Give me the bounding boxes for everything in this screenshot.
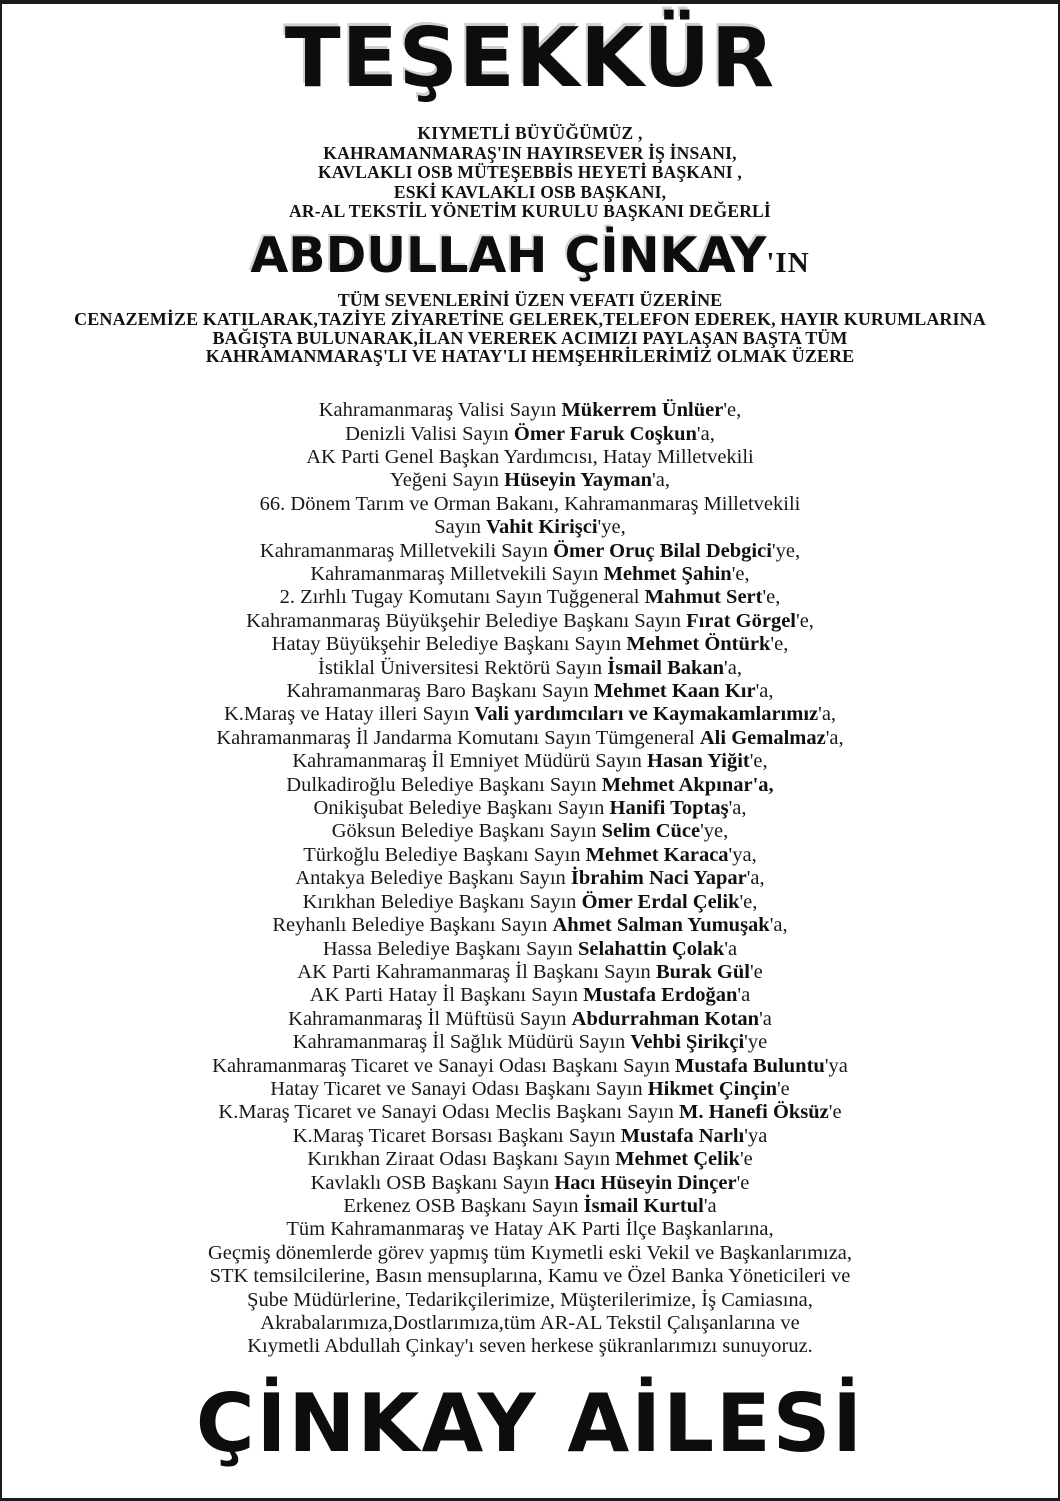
- condolence-line: KAHRAMANMARAŞ'LI VE HATAY'LI HEMŞEHRİLERİMİZ OLMAK ÜZERE: [205, 346, 855, 367]
- thanks-item-suffix: 'e,: [723, 399, 742, 422]
- thanks-list-item: [2, 891, 1058, 914]
- thanks-item-prefix: Kıymetli Abdullah Çinkay'ı seven herkese şükranlarımızı sunuyoruz.: [247, 1335, 813, 1358]
- thanks-item-prefix: Kırıkhan Belediye Başkanı Sayın: [302, 890, 582, 913]
- thanks-item-prefix: Dulkadiroğlu Belediye Başkanı Sayın: [286, 773, 602, 796]
- thanks-list-item: [2, 1265, 1058, 1288]
- deceased-name-line: [2, 226, 1058, 284]
- thanks-item-prefix: Kahramanmaraş İl Jandarma Komutanı Sayın Tümgeneral: [216, 726, 700, 749]
- thanks-item-prefix: K.Maraş ve Hatay illeri Sayın: [223, 703, 475, 726]
- thanks-item-name: Burak Gül: [655, 960, 750, 983]
- thanks-list-item: [2, 446, 1058, 469]
- thanks-item-suffix: 'a,: [652, 469, 670, 492]
- thanks-item-suffix: 'a: [703, 1194, 717, 1217]
- thanks-item-prefix: K.Maraş Ticaret Borsası Başkanı Sayın: [292, 1124, 621, 1147]
- thanks-list-item: [2, 1148, 1058, 1171]
- thanks-item-name: Hacı Hüseyin Dinçer: [554, 1171, 737, 1194]
- intro-line: KIYMETLİ BÜYÜĞÜMÜZ ,: [417, 123, 643, 143]
- condolence-line: BAĞIŞTA BULUNARAK,İLAN VEREREK ACIMIZI PAYLAŞAN BAŞTA TÜM: [212, 327, 848, 348]
- thanks-list-item: [2, 844, 1058, 867]
- thanks-item-prefix: Kahramanmaraş Valisi Sayın: [318, 399, 562, 422]
- thanks-item-name: Vali yardımcıları ve Kaymakamlarımız: [474, 703, 819, 726]
- thanks-item-prefix: Erkenez OSB Başkanı Sayın: [343, 1194, 584, 1217]
- thanks-item-name: Mehmet Çelik: [615, 1148, 740, 1171]
- thanks-item-suffix: 'a: [724, 937, 738, 960]
- thanks-item-prefix: Kahramanmaraş Ticaret ve Sanayi Odası Başkanı Sayın: [212, 1054, 675, 1077]
- thanks-list-item: [2, 774, 1058, 797]
- thanks-item-suffix: 'a,: [825, 726, 844, 749]
- thanks-item-prefix: Göksun Belediye Başkanı Sayın: [331, 820, 602, 843]
- thanks-item-name: Mustafa Buluntu: [675, 1054, 825, 1077]
- thanks-item-name: Hasan Yiğit: [647, 750, 750, 773]
- thanks-item-prefix: Hatay Büyükşehir Belediye Başkanı Sayın: [271, 633, 627, 656]
- thanks-item-name: Mahmut Sert: [644, 586, 763, 609]
- thanks-item-name: Hüseyin Yayman: [504, 469, 653, 492]
- thanks-item-prefix: İstiklal Üniversitesi Rektörü Sayın: [318, 656, 608, 679]
- thanks-item-prefix: Antakya Belediye Başkanı Sayın: [295, 867, 571, 890]
- thanks-item-suffix: 'e,: [770, 633, 789, 656]
- thanks-list-item: [2, 493, 1058, 516]
- thanks-list-item: [2, 727, 1058, 750]
- thanks-list-item: [2, 399, 1058, 422]
- thanks-item-prefix: STK temsilcilerine, Basın mensuplarına, Kamu ve Özel Banka Yöneticileri ve: [209, 1265, 851, 1288]
- thanks-item-name: Vehbi Şirikçi: [630, 1031, 745, 1054]
- thanks-item-name: Mehmet Karaca: [585, 843, 729, 866]
- thanks-list-item: [2, 610, 1058, 633]
- thanks-list-item: [2, 633, 1058, 656]
- thanks-list-item: [2, 1218, 1058, 1241]
- thanks-item-prefix: Geçmiş dönemlerde görev yapmış tüm Kıymetli eski Vekil ve Başkanlarımıza,: [207, 1241, 853, 1264]
- thanks-item-suffix: 'ye: [744, 1031, 768, 1054]
- thanks-item-prefix: Kahramanmaraş Baro Başkanı Sayın: [286, 680, 594, 703]
- thanks-list-item: [2, 1031, 1058, 1054]
- thanks-item-name: Ahmet Salman Yumuşak: [552, 914, 770, 937]
- thanks-list-item: [2, 1312, 1058, 1335]
- thanks-list-item: [2, 469, 1058, 492]
- thanks-item-suffix: 'a,: [755, 680, 774, 703]
- thanks-list-item: [2, 680, 1058, 703]
- thanks-item-suffix: 'a,: [724, 656, 742, 679]
- intro-line: ESKİ KAVLAKLI OSB BAŞKANI,: [393, 181, 667, 202]
- thanks-item-prefix: Tüm Kahramanmaraş ve Hatay AK Parti İlçe Başkanlarına,: [286, 1218, 774, 1241]
- thanks-item-suffix: 'a,: [818, 703, 837, 726]
- thanks-list-item: [2, 797, 1058, 820]
- thanks-item-name: Mehmet Kaan Kır: [593, 680, 756, 703]
- thanks-list-item: [2, 1125, 1058, 1148]
- condolence-line: TÜM SEVENLERİNİ ÜZEN VEFATI ÜZERİNE: [337, 289, 723, 310]
- thanks-item-prefix: Kavlaklı OSB Başkanı Sayın: [310, 1171, 555, 1194]
- intro-line: KAHRAMANMARAŞ'IN HAYIRSEVER İŞ İNSANI,: [323, 142, 737, 163]
- thanks-item-name: Fırat Görgel: [686, 609, 796, 632]
- thanks-item-suffix: 'ya: [744, 1124, 768, 1147]
- thanks-item-name: Mehmet Şahin: [603, 563, 732, 585]
- thanks-item-prefix: Kahramanmaraş İl Emniyet Müdürü Sayın: [292, 750, 648, 773]
- thanks-item-name: İsmail Bakan: [607, 656, 725, 679]
- thanks-item-prefix: 66. Dönem Tarım ve Orman Bakanı, Kahramanmaraş Milletvekili: [259, 492, 801, 515]
- thanks-list-item: [2, 1008, 1058, 1031]
- thanks-list-item: [2, 703, 1058, 726]
- thanks-item-name: Selahattin Çolak: [577, 937, 725, 960]
- thanks-item-prefix: Hatay Ticaret ve Sanayi Odası Başkanı Sayın: [270, 1077, 648, 1100]
- thanks-item-suffix: 'e,: [762, 586, 781, 609]
- thanks-item-name: Hikmet Çinçin: [647, 1077, 777, 1100]
- intro-line: AR-AL TEKSTİL YÖNETİM KURULU BAŞKANI DEĞERLİ: [289, 201, 771, 222]
- thanks-item-name: Mükerrem Ünlüer: [561, 399, 724, 422]
- thanks-item-prefix: AK Parti Kahramanmaraş İl Başkanı Sayın: [297, 960, 656, 983]
- thanks-item-prefix: Türkoğlu Belediye Başkanı Sayın: [303, 843, 586, 866]
- thanks-item-suffix: 'e: [776, 1077, 790, 1100]
- thanks-item-prefix: Kahramanmaraş İl Müftüsü Sayın: [288, 1007, 572, 1030]
- thanks-item-prefix: Kahramanmaraş Büyükşehir Belediye Başkanı Sayın: [246, 609, 687, 632]
- thanks-item-name: Selim Cüce: [601, 820, 701, 843]
- thanks-item-suffix: 'a,: [696, 422, 715, 445]
- thanks-item-prefix: AK Parti Genel Başkan Yardımcısı, Hatay Milletvekili: [306, 445, 754, 468]
- thanks-list-item: [2, 586, 1058, 609]
- thanks-item-suffix: 'a,: [728, 797, 747, 820]
- thanks-item-prefix: Kahramanmaraş Milletvekili Sayın: [310, 563, 604, 585]
- thanks-item-prefix: AK Parti Hatay İl Başkanı Sayın: [309, 984, 584, 1007]
- thanks-item-suffix: 'ya: [824, 1054, 848, 1077]
- thanks-item-name: Vahit Kirişci: [486, 516, 598, 539]
- thanks-list-item: [2, 1335, 1058, 1358]
- thanks-list-item: [2, 1172, 1058, 1195]
- thanks-item-suffix: 'a,: [769, 914, 788, 937]
- thanks-item-prefix: Kırıkhan Ziraat Odası Başkanı Sayın: [307, 1148, 616, 1171]
- thanks-item-suffix: 'a: [759, 1007, 772, 1030]
- thanks-item-name: Mustafa Narlı: [620, 1124, 745, 1147]
- thanks-item-suffix: 'e,: [731, 563, 750, 585]
- thanks-list-item: [2, 657, 1058, 680]
- thanks-list-item: [2, 938, 1058, 961]
- thanks-item-prefix: Hassa Belediye Başkanı Sayın: [322, 937, 578, 960]
- thanks-item-name: Ali Gemalmaz: [699, 726, 826, 749]
- thanks-item-name: Mehmet Akpınar'a,: [601, 773, 774, 796]
- thanks-item-suffix: 'e: [739, 1148, 753, 1171]
- thanks-item-suffix: 'e: [828, 1101, 842, 1124]
- thanks-item-prefix: Akrabalarımıza,Dostlarımıza,tüm AR-AL Tekstil Çalışanlarına ve: [260, 1312, 800, 1334]
- thanks-list-item: [2, 961, 1058, 984]
- thanks-item-prefix: Şube Müdürlerine, Tedarikçilerimize, Müşterilerimize, İş Camiasına,: [247, 1288, 813, 1311]
- thanks-item-name: Mustafa Erdoğan: [583, 984, 738, 1007]
- thanks-item-prefix: 2. Zırhlı Tugay Komutanı Sayın Tuğgeneral: [279, 586, 645, 609]
- thanks-list-item: [2, 423, 1058, 446]
- thanks-item-name: Ömer Faruk Coşkun: [513, 422, 697, 445]
- condolence-block: [2, 291, 1058, 366]
- family-signature: ÇİNKAY AİLESİ: [195, 1376, 865, 1470]
- thanks-list-item: [2, 1055, 1058, 1078]
- thanks-list-item: [2, 914, 1058, 937]
- thanks-item-suffix: 'ya,: [728, 843, 757, 866]
- thanks-list-item: [2, 563, 1058, 586]
- thanks-item-suffix: 'a,: [746, 867, 765, 890]
- thanks-list-item: [2, 984, 1058, 1007]
- thanks-item-prefix: Kahramanmaraş Milletvekili Sayın: [259, 539, 554, 562]
- intro-block: [2, 124, 1058, 222]
- thanks-item-suffix: 'e,: [739, 890, 758, 913]
- thanks-item-suffix: 'e: [749, 960, 763, 983]
- thanks-item-suffix: 'e,: [749, 750, 768, 773]
- deceased-name: ABDULLAH ÇİNKAY: [250, 226, 767, 284]
- thanks-item-suffix: 'e,: [796, 609, 814, 632]
- thanks-item-name: Hanifi Toptaş: [609, 797, 729, 820]
- thanks-list-item: [2, 516, 1058, 539]
- thanks-item-prefix: Reyhanlı Belediye Başkanı Sayın: [272, 914, 553, 937]
- thanks-item-name: Ömer Oruç Bilal Debgici: [553, 539, 772, 562]
- thanks-item-name: Abdurrahman Kotan: [571, 1007, 760, 1030]
- thanks-list-item: [2, 1289, 1058, 1312]
- thanks-item-prefix: Yeğeni Sayın: [390, 469, 505, 492]
- thanks-item-suffix: 'ye,: [771, 539, 801, 562]
- thanks-list-item: [2, 1078, 1058, 1101]
- thanks-item-suffix: 'ye,: [597, 516, 626, 539]
- thanks-list-item: [2, 1101, 1058, 1124]
- thanks-item-name: İbrahim Naci Yapar: [570, 867, 747, 890]
- thanks-list-item: [2, 867, 1058, 890]
- thanks-item-name: Mehmet Öntürk: [626, 633, 771, 656]
- thanks-item-suffix: 'a: [737, 984, 751, 1007]
- thanks-list-item: [2, 540, 1058, 563]
- thanks-item-suffix: 'e: [736, 1171, 750, 1194]
- thanks-list-item: [2, 750, 1058, 773]
- thanks-item-prefix: K.Maraş Ticaret ve Sanayi Odası Meclis Başkanı Sayın: [218, 1101, 680, 1124]
- thanks-item-name: M. Hanefi Öksüz: [679, 1101, 829, 1124]
- thanks-item-prefix: Denizli Valisi Sayın: [345, 422, 514, 445]
- condolence-line: CENAZEMİZE KATILARAK,TAZİYE ZİYARETİNE GELEREK,TELEFON EDEREK, HAYIR KURUMLARINA: [74, 308, 986, 329]
- thanks-item-prefix: Sayın: [434, 516, 487, 539]
- thanks-item-prefix: Onikişubat Belediye Başkanı Sayın: [313, 797, 610, 820]
- thanks-item-name: Ömer Erdal Çelik: [581, 890, 740, 913]
- thanks-list-item: [2, 1195, 1058, 1218]
- page-title: TEŞEKKÜR: [284, 11, 776, 106]
- intro-line: KAVLAKLI OSB MÜTEŞEBBİS HEYETİ BAŞKANI ,: [318, 162, 742, 183]
- thanks-list-item: [2, 1242, 1058, 1265]
- thanks-list-item: [2, 820, 1058, 843]
- thanks-list: [2, 399, 1058, 1359]
- thanks-item-name: İsmail Kurtul: [583, 1194, 704, 1217]
- thanks-item-prefix: Kahramanmaraş İl Sağlık Müdürü Sayın: [292, 1031, 631, 1054]
- deceased-name-suffix: 'IN: [766, 246, 810, 279]
- thanks-item-suffix: 'ye,: [700, 820, 729, 843]
